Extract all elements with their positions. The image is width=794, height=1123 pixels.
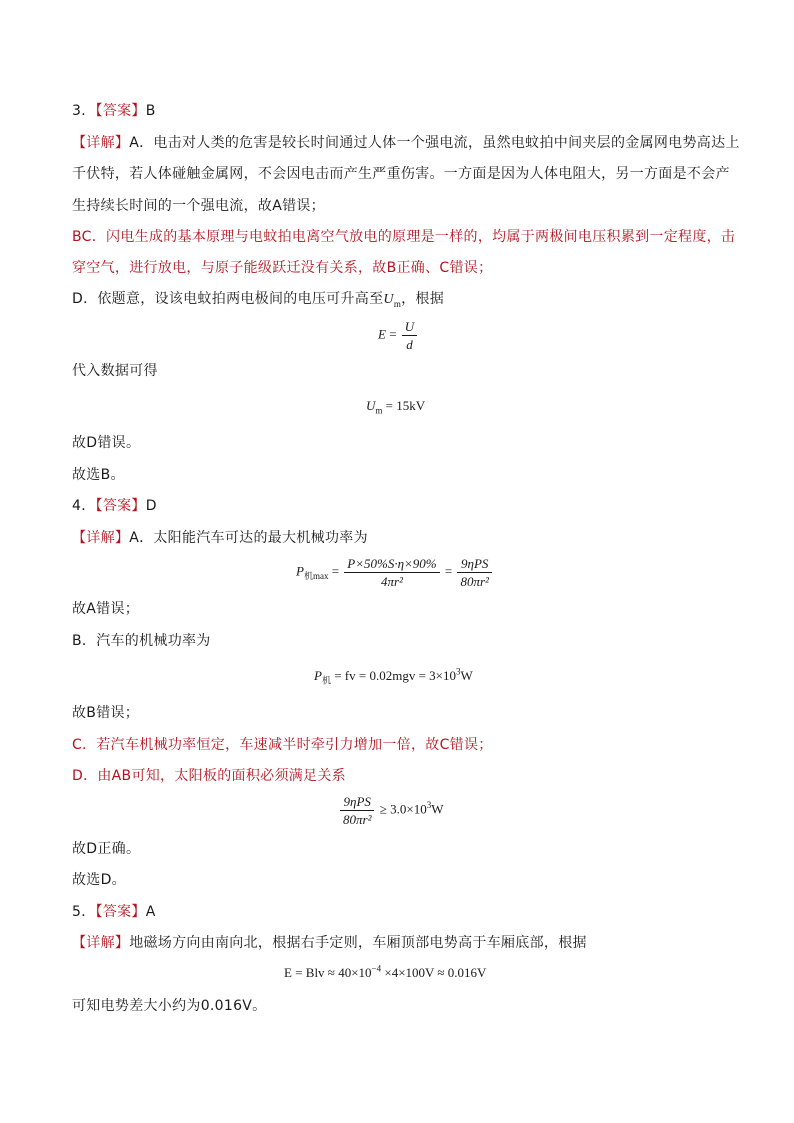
q4-header (72, 496, 722, 516)
q4-detail-line6: D．由AB可知，太阳板的面积必须满足关系 (72, 768, 346, 784)
q5-answer: A (145, 904, 156, 920)
q3-detail-line6: D．依题意，设该电蚊拍两电极间的电压可升高至$U_m$，根据 (72, 291, 445, 309)
q4-detail-tag: 【详解】 (72, 530, 130, 546)
q5-detail-line2: 可知电势差大小约为0.016V。 (72, 998, 267, 1014)
q5-number: 5． (72, 904, 96, 920)
q3-detail-line8: 故D错误。 (72, 435, 141, 451)
q4-detail-line8: 故选D。 (72, 872, 126, 888)
q3-detail-line9: 故选B。 (72, 467, 125, 483)
q4-detail-line3: B．汽车的机械功率为 (72, 633, 211, 649)
q3-header (72, 101, 722, 121)
q4-detail-line7: 故D正确。 (72, 841, 141, 857)
q5-header (72, 902, 722, 922)
q4-detail-line5: C．若汽车机械功率恒定，车速减半时牵引力增加一倍，故C错误； (72, 737, 493, 753)
q5-answer-tag: 【答案】 (95, 904, 146, 920)
q3-detail-line4: BC．闪电生成的基本原理与电蚊拍电离空气放电的原理是一样的，均属于两极间电压积累到一定程度，击 (72, 229, 736, 245)
q4-equation-1: $P_{机max}$ = $\frac{P\times 50\%S\cdot\eta\times 90\%}{\text{4πr²}}$ = $\frac{\text{9ηPS}}{\text{80πr²}}$ (296, 555, 494, 590)
q3-equation-2: $U_m = 15kV$ (366, 398, 426, 416)
q4-number: 4． (72, 498, 96, 514)
q4-equation-3: $\frac{\text{9ηPS}}{\text{80πr²}}$ ≥ $3.0\times 10^3W$ (338, 793, 443, 828)
q5-equation-1: E = Blv ≈ $40\times 10^{-4} \times 4\times 100V \approx 0.016V$ (284, 963, 487, 980)
q4-detail-line1: 【详解】A．太阳能汽车可达的最大机械功率为 (72, 530, 368, 546)
q3-detail-line5: 穿空气，进行放电，与原子能级跃迁没有关系，故B正确、C错误； (72, 260, 493, 276)
q4-answer: D (145, 498, 157, 514)
q3-detail-tag: 【详解】 (72, 135, 130, 151)
q4-equation-2: $P_机$ = fv = $0.02mgv = 3\times 10^3W$ (314, 666, 473, 686)
fraction: $\frac{U}{d}$ (402, 318, 417, 353)
q4-answer-tag: 【答案】 (95, 498, 146, 514)
q3-number: 3． (72, 103, 96, 119)
q3-detail-line1: 【详解】A．电击对人类的危害是较长时间通过人体一个强电流，虽然电蚊拍中间夹层的金属网电势高达上 (72, 135, 740, 151)
q4-detail-line2: 故A错误； (72, 601, 140, 617)
q4-detail-line4: 故B错误； (72, 705, 140, 721)
fraction: $\frac{\text{9ηPS}}{\text{80πr²}}$ (340, 793, 374, 828)
q5-detail-tag: 【详解】 (72, 935, 130, 951)
q3-equation-1: E = $\frac{U}{d}$ (378, 318, 419, 353)
fraction: $\frac{\text{9ηPS}}{\text{80πr²}}$ (457, 555, 491, 590)
q3-detail-line7: 代入数据可得 (72, 363, 158, 379)
q5-detail-line1: 【详解】地磁场方向由南向北，根据右手定则，车厢顶部电势高于车厢底部，根据 (72, 935, 587, 951)
q3-detail-line2: 千伏特，若人体碰触金属网，不会因电击而产生严重伤害。一方面是因为人体电阻大，另一方面是不会产 (72, 166, 730, 182)
q3-answer-tag: 【答案】 (95, 103, 146, 119)
q3-answer: B (145, 103, 156, 119)
fraction: $\frac{P\times 50\%S\cdot\eta\times 90\%}{\text{4πr²}}$ (344, 555, 439, 590)
q3-detail-line3: 生持续长时间的一个强电流，故A错误； (72, 198, 325, 214)
